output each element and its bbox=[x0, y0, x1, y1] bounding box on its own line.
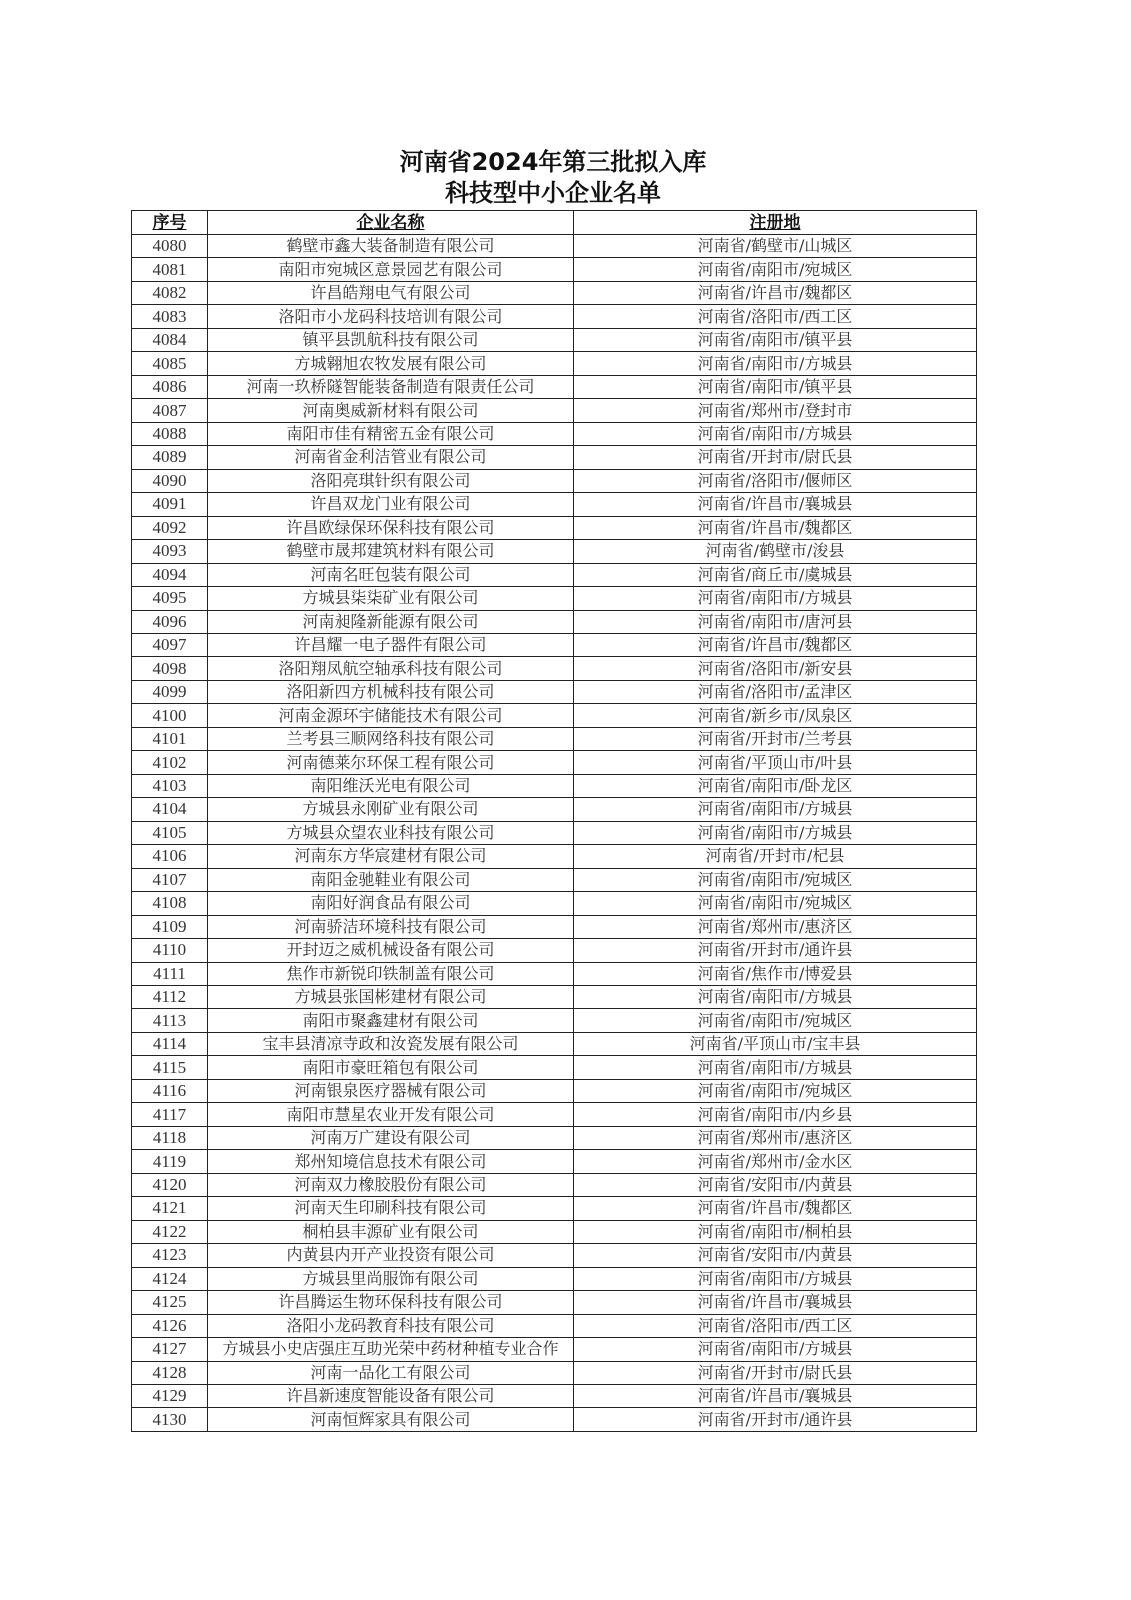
company-name-cell: 南阳市聚鑫建材有限公司 bbox=[208, 1009, 574, 1032]
company-name-cell: 郑州知境信息技术有限公司 bbox=[208, 1150, 574, 1173]
table-row bbox=[132, 493, 977, 516]
company-name-cell: 许昌双龙门业有限公司 bbox=[208, 493, 574, 516]
location-cell: 河南省/南阳市/方城县 bbox=[574, 1056, 977, 1079]
company-name-cell: 桐柏县丰源矿业有限公司 bbox=[208, 1220, 574, 1243]
seq-cell: 4121 bbox=[132, 1197, 208, 1220]
table-row bbox=[132, 1408, 977, 1431]
seq-cell: 4095 bbox=[132, 587, 208, 610]
table-row bbox=[132, 1079, 977, 1102]
location-cell: 河南省/安阳市/内黄县 bbox=[574, 1244, 977, 1267]
seq-cell: 4104 bbox=[132, 798, 208, 821]
seq-cell: 4120 bbox=[132, 1173, 208, 1196]
table-row bbox=[132, 258, 977, 281]
enterprise-list-table bbox=[131, 210, 977, 1432]
table-row bbox=[132, 845, 977, 868]
seq-cell: 4087 bbox=[132, 399, 208, 422]
table-row bbox=[132, 868, 977, 891]
table-row bbox=[132, 727, 977, 750]
header-registered-location bbox=[574, 211, 977, 235]
table-row bbox=[132, 587, 977, 610]
company-name-cell: 许昌腾运生物环保科技有限公司 bbox=[208, 1291, 574, 1314]
location-cell: 河南省/郑州市/登封市 bbox=[574, 399, 977, 422]
company-name-cell: 河南天生印刷科技有限公司 bbox=[208, 1197, 574, 1220]
seq-cell: 4110 bbox=[132, 939, 208, 962]
seq-cell: 4093 bbox=[132, 540, 208, 563]
seq-cell: 4090 bbox=[132, 469, 208, 492]
table-row bbox=[132, 1220, 977, 1243]
seq-cell: 4128 bbox=[132, 1361, 208, 1384]
location-cell: 河南省/郑州市/金水区 bbox=[574, 1150, 977, 1173]
document-title-line1: 河南省2024年第三批拟入库 bbox=[399, 148, 707, 176]
table-row bbox=[132, 1197, 977, 1220]
location-cell: 河南省/南阳市/镇平县 bbox=[574, 328, 977, 351]
seq-cell: 4124 bbox=[132, 1267, 208, 1290]
seq-cell: 4123 bbox=[132, 1244, 208, 1267]
company-name-cell: 内黄县内开产业投资有限公司 bbox=[208, 1244, 574, 1267]
table-header-row bbox=[132, 211, 977, 235]
company-name-cell: 洛阳市小龙码科技培训有限公司 bbox=[208, 305, 574, 328]
seq-cell: 4114 bbox=[132, 1032, 208, 1055]
location-cell: 河南省/南阳市/方城县 bbox=[574, 1338, 977, 1361]
seq-cell: 4115 bbox=[132, 1056, 208, 1079]
table-row bbox=[132, 1338, 977, 1361]
company-name-cell: 河南万广建设有限公司 bbox=[208, 1126, 574, 1149]
company-name-cell: 许昌耀一电子器件有限公司 bbox=[208, 633, 574, 656]
seq-cell: 4088 bbox=[132, 422, 208, 445]
seq-cell: 4082 bbox=[132, 281, 208, 304]
location-cell: 河南省/开封市/尉氏县 bbox=[574, 446, 977, 469]
table-row bbox=[132, 774, 977, 797]
table-row bbox=[132, 540, 977, 563]
location-cell: 河南省/开封市/通许县 bbox=[574, 939, 977, 962]
location-cell: 河南省/南阳市/宛城区 bbox=[574, 1079, 977, 1102]
table-row bbox=[132, 1291, 977, 1314]
table-row bbox=[132, 798, 977, 821]
company-name-cell: 河南双力橡胶股份有限公司 bbox=[208, 1173, 574, 1196]
company-name-cell: 方城县张国彬建材有限公司 bbox=[208, 986, 574, 1009]
location-cell: 河南省/南阳市/方城县 bbox=[574, 422, 977, 445]
table-row bbox=[132, 446, 977, 469]
company-name-cell: 洛阳小龙码教育科技有限公司 bbox=[208, 1314, 574, 1337]
company-name-cell: 南阳市豪旺箱包有限公司 bbox=[208, 1056, 574, 1079]
seq-cell: 4083 bbox=[132, 305, 208, 328]
location-cell: 河南省/南阳市/宛城区 bbox=[574, 868, 977, 891]
company-name-cell: 鹤壁市晟邦建筑材料有限公司 bbox=[208, 540, 574, 563]
header-seq bbox=[132, 211, 208, 235]
seq-cell: 4108 bbox=[132, 892, 208, 915]
company-name-cell: 河南奥威新材料有限公司 bbox=[208, 399, 574, 422]
company-name-cell: 河南一玖桥隧智能装备制造有限责任公司 bbox=[208, 375, 574, 398]
company-name-cell: 河南昶隆新能源有限公司 bbox=[208, 610, 574, 633]
header-company-name-label: 企业名称 bbox=[356, 212, 425, 233]
location-cell: 河南省/南阳市/方城县 bbox=[574, 587, 977, 610]
location-cell: 河南省/平顶山市/叶县 bbox=[574, 751, 977, 774]
location-cell: 河南省/洛阳市/新安县 bbox=[574, 657, 977, 680]
table-row bbox=[132, 469, 977, 492]
location-cell: 河南省/南阳市/镇平县 bbox=[574, 375, 977, 398]
location-cell: 河南省/许昌市/襄城县 bbox=[574, 1291, 977, 1314]
table-row bbox=[132, 1384, 977, 1407]
seq-cell: 4084 bbox=[132, 328, 208, 351]
company-name-cell: 许昌皓翔电气有限公司 bbox=[208, 281, 574, 304]
location-cell: 河南省/洛阳市/偃师区 bbox=[574, 469, 977, 492]
company-name-cell: 洛阳翔凤航空轴承科技有限公司 bbox=[208, 657, 574, 680]
company-name-cell: 南阳市佳有精密五金有限公司 bbox=[208, 422, 574, 445]
company-name-cell: 洛阳新四方机械科技有限公司 bbox=[208, 680, 574, 703]
table-row bbox=[132, 1361, 977, 1384]
company-name-cell: 方城县永刚矿业有限公司 bbox=[208, 798, 574, 821]
seq-cell: 4122 bbox=[132, 1220, 208, 1243]
company-name-cell: 宝丰县清凉寺政和汝瓷发展有限公司 bbox=[208, 1032, 574, 1055]
location-cell: 河南省/南阳市/方城县 bbox=[574, 1267, 977, 1290]
location-cell: 河南省/开封市/尉氏县 bbox=[574, 1361, 977, 1384]
location-cell: 河南省/南阳市/宛城区 bbox=[574, 258, 977, 281]
table-row bbox=[132, 375, 977, 398]
location-cell: 河南省/安阳市/内黄县 bbox=[574, 1173, 977, 1196]
seq-cell: 4129 bbox=[132, 1384, 208, 1407]
table-row bbox=[132, 1150, 977, 1173]
table-row bbox=[132, 892, 977, 915]
table-row bbox=[132, 352, 977, 375]
location-cell: 河南省/南阳市/方城县 bbox=[574, 821, 977, 844]
table-row bbox=[132, 399, 977, 422]
location-cell: 河南省/南阳市/方城县 bbox=[574, 798, 977, 821]
seq-cell: 4118 bbox=[132, 1126, 208, 1149]
company-name-cell: 许昌欧绿保环保科技有限公司 bbox=[208, 516, 574, 539]
company-name-cell: 南阳维沃光电有限公司 bbox=[208, 774, 574, 797]
location-cell: 河南省/鹤壁市/山城区 bbox=[574, 235, 977, 258]
location-cell: 河南省/洛阳市/孟津区 bbox=[574, 680, 977, 703]
table-row bbox=[132, 516, 977, 539]
company-name-cell: 开封迈之威机械设备有限公司 bbox=[208, 939, 574, 962]
table-row bbox=[132, 1056, 977, 1079]
company-name-cell: 洛阳亮琪针织有限公司 bbox=[208, 469, 574, 492]
location-cell: 河南省/南阳市/宛城区 bbox=[574, 892, 977, 915]
seq-cell: 4098 bbox=[132, 657, 208, 680]
location-cell: 河南省/南阳市/宛城区 bbox=[574, 1009, 977, 1032]
location-cell: 河南省/焦作市/博爱县 bbox=[574, 962, 977, 985]
table-row bbox=[132, 657, 977, 680]
header-location-label: 注册地 bbox=[749, 212, 801, 233]
company-name-cell: 鹤壁市鑫大装备制造有限公司 bbox=[208, 235, 574, 258]
company-name-cell: 河南名旺包装有限公司 bbox=[208, 563, 574, 586]
seq-cell: 4099 bbox=[132, 680, 208, 703]
seq-cell: 4092 bbox=[132, 516, 208, 539]
table-row bbox=[132, 1314, 977, 1337]
company-name-cell: 河南银泉医疗器械有限公司 bbox=[208, 1079, 574, 1102]
seq-cell: 4119 bbox=[132, 1150, 208, 1173]
seq-cell: 4130 bbox=[132, 1408, 208, 1431]
company-name-cell: 兰考县三顺网络科技有限公司 bbox=[208, 727, 574, 750]
location-cell: 河南省/南阳市/唐河县 bbox=[574, 610, 977, 633]
seq-cell: 4081 bbox=[132, 258, 208, 281]
location-cell: 河南省/开封市/杞县 bbox=[574, 845, 977, 868]
company-name-cell: 南阳市慧星农业开发有限公司 bbox=[208, 1103, 574, 1126]
company-name-cell: 河南恒辉家具有限公司 bbox=[208, 1408, 574, 1431]
table-row bbox=[132, 1267, 977, 1290]
document-title-line2: 科技型中小企业名单 bbox=[445, 179, 661, 207]
table-row bbox=[132, 704, 977, 727]
seq-cell: 4117 bbox=[132, 1103, 208, 1126]
table-row bbox=[132, 328, 977, 351]
company-name-cell: 焦作市新锐印铁制盖有限公司 bbox=[208, 962, 574, 985]
seq-cell: 4094 bbox=[132, 563, 208, 586]
table-row bbox=[132, 962, 977, 985]
company-name-cell: 河南东方华宸建材有限公司 bbox=[208, 845, 574, 868]
location-cell: 河南省/许昌市/魏都区 bbox=[574, 516, 977, 539]
company-name-cell: 河南骄洁环境科技有限公司 bbox=[208, 915, 574, 938]
table-row bbox=[132, 235, 977, 258]
seq-cell: 4091 bbox=[132, 493, 208, 516]
location-cell: 河南省/洛阳市/西工区 bbox=[574, 305, 977, 328]
seq-cell: 4086 bbox=[132, 375, 208, 398]
table-row bbox=[132, 751, 977, 774]
table-row bbox=[132, 1009, 977, 1032]
seq-cell: 4089 bbox=[132, 446, 208, 469]
location-cell: 河南省/许昌市/襄城县 bbox=[574, 1384, 977, 1407]
table-row bbox=[132, 1032, 977, 1055]
table-row bbox=[132, 1173, 977, 1196]
location-cell: 河南省/鹤壁市/浚县 bbox=[574, 540, 977, 563]
seq-cell: 4101 bbox=[132, 727, 208, 750]
company-name-cell: 南阳金驰鞋业有限公司 bbox=[208, 868, 574, 891]
table-row bbox=[132, 633, 977, 656]
location-cell: 河南省/新乡市/凤泉区 bbox=[574, 704, 977, 727]
seq-cell: 4085 bbox=[132, 352, 208, 375]
company-name-cell: 河南德莱尔环保工程有限公司 bbox=[208, 751, 574, 774]
location-cell: 河南省/洛阳市/西工区 bbox=[574, 1314, 977, 1337]
seq-cell: 4116 bbox=[132, 1079, 208, 1102]
company-name-cell: 河南一品化工有限公司 bbox=[208, 1361, 574, 1384]
location-cell: 河南省/郑州市/惠济区 bbox=[574, 1126, 977, 1149]
location-cell: 河南省/南阳市/内乡县 bbox=[574, 1103, 977, 1126]
table-row bbox=[132, 1126, 977, 1149]
location-cell: 河南省/郑州市/惠济区 bbox=[574, 915, 977, 938]
location-cell: 河南省/南阳市/方城县 bbox=[574, 352, 977, 375]
table-row bbox=[132, 915, 977, 938]
location-cell: 河南省/许昌市/魏都区 bbox=[574, 281, 977, 304]
seq-cell: 4103 bbox=[132, 774, 208, 797]
table-row bbox=[132, 305, 977, 328]
location-cell: 河南省/许昌市/襄城县 bbox=[574, 493, 977, 516]
location-cell: 河南省/平顶山市/宝丰县 bbox=[574, 1032, 977, 1055]
location-cell: 河南省/许昌市/魏都区 bbox=[574, 633, 977, 656]
company-name-cell: 河南省金利洁管业有限公司 bbox=[208, 446, 574, 469]
seq-cell: 4105 bbox=[132, 821, 208, 844]
company-name-cell: 方城县里尚服饰有限公司 bbox=[208, 1267, 574, 1290]
location-cell: 河南省/南阳市/方城县 bbox=[574, 986, 977, 1009]
seq-cell: 4125 bbox=[132, 1291, 208, 1314]
seq-cell: 4100 bbox=[132, 704, 208, 727]
location-cell: 河南省/许昌市/魏都区 bbox=[574, 1197, 977, 1220]
seq-cell: 4106 bbox=[132, 845, 208, 868]
location-cell: 河南省/南阳市/桐柏县 bbox=[574, 1220, 977, 1243]
seq-cell: 4113 bbox=[132, 1009, 208, 1032]
table-row bbox=[132, 563, 977, 586]
header-seq-label: 序号 bbox=[152, 212, 187, 233]
company-name-cell: 许昌新速度智能设备有限公司 bbox=[208, 1384, 574, 1407]
table-row bbox=[132, 281, 977, 304]
seq-cell: 4107 bbox=[132, 868, 208, 891]
table-row bbox=[132, 680, 977, 703]
seq-cell: 4127 bbox=[132, 1338, 208, 1361]
seq-cell: 4109 bbox=[132, 915, 208, 938]
table-row bbox=[132, 821, 977, 844]
table-row bbox=[132, 986, 977, 1009]
location-cell: 河南省/开封市/兰考县 bbox=[574, 727, 977, 750]
company-name-cell: 方城县小史店强庄互助光荣中药材种植专业合作 bbox=[208, 1338, 574, 1361]
location-cell: 河南省/开封市/通许县 bbox=[574, 1408, 977, 1431]
company-name-cell: 南阳市宛城区意景园艺有限公司 bbox=[208, 258, 574, 281]
seq-cell: 4126 bbox=[132, 1314, 208, 1337]
company-name-cell: 河南金源环宇储能技术有限公司 bbox=[208, 704, 574, 727]
seq-cell: 4080 bbox=[132, 235, 208, 258]
company-name-cell: 南阳好润食品有限公司 bbox=[208, 892, 574, 915]
seq-cell: 4096 bbox=[132, 610, 208, 633]
seq-cell: 4097 bbox=[132, 633, 208, 656]
location-cell: 河南省/商丘市/虞城县 bbox=[574, 563, 977, 586]
table-row bbox=[132, 1103, 977, 1126]
company-name-cell: 方城翱旭农牧发展有限公司 bbox=[208, 352, 574, 375]
company-name-cell: 方城县众望农业科技有限公司 bbox=[208, 821, 574, 844]
table-row bbox=[132, 610, 977, 633]
seq-cell: 4111 bbox=[132, 962, 208, 985]
header-company-name bbox=[208, 211, 574, 235]
seq-cell: 4102 bbox=[132, 751, 208, 774]
company-name-cell: 镇平县凯航科技有限公司 bbox=[208, 328, 574, 351]
table-row bbox=[132, 1244, 977, 1267]
seq-cell: 4112 bbox=[132, 986, 208, 1009]
location-cell: 河南省/南阳市/卧龙区 bbox=[574, 774, 977, 797]
company-name-cell: 方城县柒柒矿业有限公司 bbox=[208, 587, 574, 610]
table-row bbox=[132, 422, 977, 445]
table-row bbox=[132, 939, 977, 962]
